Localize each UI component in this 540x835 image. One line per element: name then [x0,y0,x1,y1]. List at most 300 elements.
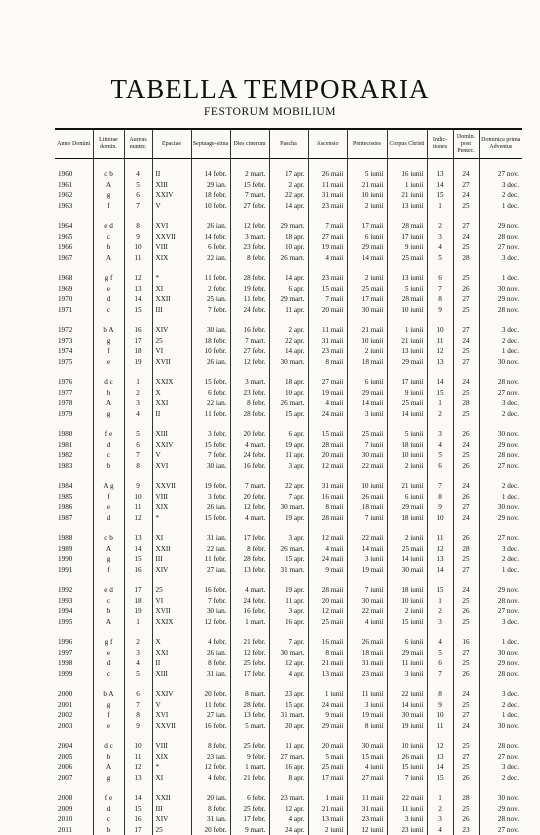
cell-easter: 22 apr. [269,190,308,201]
cell-ascension: 1 maii [308,783,347,804]
cell-easter: 26 mart. [269,253,308,264]
cell-first-advent: 2 dec. [479,471,522,492]
cell-pentecost: 18 maii [347,648,387,659]
col-header-anno: Anno Domini [55,129,93,159]
cell-year: 1983 [55,461,93,472]
cell-corpus-christi: 25 maii [387,544,427,555]
cell-epact: XI [152,773,191,784]
table-row [55,658,522,669]
cell-ash-wednesday: 2 mart. [230,159,269,180]
cell-first-advent: 28 nov. [479,669,522,680]
cell-dominical-letter: g [93,554,124,565]
cell-first-advent: 29 nov. [479,575,522,596]
cell-dominical-letter: d [93,294,124,305]
cell-pentecost: 25 maii [347,419,387,440]
cell-septuagesima: 22 ian. [191,253,230,264]
cell-golden-number: 4 [124,658,152,669]
cell-dominical-letter: A [93,544,124,555]
cell-pentecost: 11 iunii [347,679,387,700]
cell-golden-number: 4 [124,409,152,420]
table-row [55,752,522,763]
cell-pentecost: 25 maii [347,284,387,295]
cell-dominical-letter: d c [93,367,124,388]
cell-epact: XIV [152,814,191,825]
cell-indiction: 11 [427,523,453,544]
cell-pentecost: 19 maii [347,565,387,576]
cell-golden-number: 16 [124,814,152,825]
cell-pentecost: 26 maii [347,627,387,648]
cell-golden-number: 5 [124,180,152,191]
table-row [55,710,522,721]
cell-golden-number: 8 [124,461,152,472]
table-row [55,201,522,212]
cell-corpus-christi: 1 iunii [387,315,427,336]
cell-year: 1985 [55,492,93,503]
cell-corpus-christi: 10 iunii [387,731,427,752]
cell-pentecost: 14 maii [347,253,387,264]
cell-epact: II [152,159,191,180]
table-row [55,388,522,399]
table-row [55,253,522,264]
cell-year: 1981 [55,440,93,451]
cell-corpus-christi: 3 iunii [387,814,427,825]
cell-corpus-christi: 1 iunii [387,180,427,191]
table-row [55,554,522,565]
cell-dominical-letter: e [93,502,124,513]
cell-dominical-letter: g [93,190,124,201]
cell-sundays-after-pentecost: 25 [453,450,479,461]
cell-ascension: 7 maii [308,294,347,305]
cell-sundays-after-pentecost: 24 [453,471,479,492]
cell-first-advent: 2 dec. [479,190,522,201]
table-row [55,679,522,700]
cell-epact: * [152,263,191,284]
cell-septuagesima: 15 febr. [191,367,230,388]
cell-ash-wednesday: 16 febr. [230,315,269,336]
cell-indiction: 12 [427,346,453,357]
cell-epact: XXIV [152,440,191,451]
cell-ash-wednesday: 1 mart. [230,762,269,773]
cell-golden-number: 17 [124,825,152,835]
cell-golden-number: 6 [124,440,152,451]
cell-year: 2004 [55,731,93,752]
cell-corpus-christi: 14 iunii [387,700,427,711]
col-header-dominicae: Domin. post Pentec. [453,129,479,159]
table-row [55,471,522,492]
table-row [55,461,522,472]
cell-ash-wednesday: 23 febr. [230,242,269,253]
cell-ash-wednesday: 25 febr. [230,804,269,815]
cell-first-advent: 27 nov. [479,388,522,399]
cell-ascension: 8 maii [308,502,347,513]
cell-indiction: 13 [427,752,453,763]
cell-corpus-christi: 25 maii [387,253,427,264]
cell-year: 1988 [55,523,93,544]
cell-dominical-letter: A [93,617,124,628]
cell-year: 1979 [55,409,93,420]
cell-golden-number: 6 [124,190,152,201]
cell-septuagesima: 16 febr. [191,721,230,732]
cell-golden-number: 11 [124,752,152,763]
cell-sundays-after-pentecost: 24 [453,232,479,243]
cell-indiction: 12 [427,544,453,555]
cell-first-advent: 30 nov. [479,721,522,732]
cell-pentecost: 4 iunii [347,762,387,773]
cell-pentecost: 26 maii [347,492,387,503]
cell-ascension: 15 maii [308,419,347,440]
cell-first-advent: 3 dec. [479,679,522,700]
cell-dominical-letter: f [93,565,124,576]
cell-year: 1984 [55,471,93,492]
cell-easter: 15 apr. [269,700,308,711]
cell-pentecost: 31 maii [347,658,387,669]
cell-ascension: 21 maii [308,658,347,669]
cell-pentecost: 30 maii [347,731,387,752]
cell-dominical-letter: d [93,658,124,669]
cell-ash-wednesday: 20 febr. [230,492,269,503]
cell-epact: V [152,450,191,461]
page-title: TABELLA TEMPORARIA [0,74,540,105]
table-row [55,731,522,752]
cell-easter: 22 apr. [269,336,308,347]
cell-first-advent: 27 nov. [479,159,522,180]
cell-first-advent: 3 dec. [479,180,522,191]
cell-first-advent: 1 dec. [479,710,522,721]
cell-epact: V [152,700,191,711]
cell-corpus-christi: 28 maii [387,211,427,232]
cell-ash-wednesday: 21 febr. [230,773,269,784]
cell-ash-wednesday: 17 febr. [230,814,269,825]
cell-pentecost: 30 maii [347,305,387,316]
cell-septuagesima: 7 febr. [191,596,230,607]
cell-indiction: 14 [427,565,453,576]
table-row [55,721,522,732]
cell-corpus-christi: 7 iunii [387,773,427,784]
cell-golden-number: 7 [124,700,152,711]
cell-easter: 6 apr. [269,284,308,295]
cell-corpus-christi: 18 iunii [387,513,427,524]
cell-sundays-after-pentecost: 26 [453,461,479,472]
cell-golden-number: 11 [124,502,152,513]
cell-sundays-after-pentecost: 26 [453,523,479,544]
cell-ascension: 13 maii [308,814,347,825]
cell-ascension: 9 maii [308,565,347,576]
cell-septuagesima: 6 febr. [191,242,230,253]
cell-epact: XXII [152,783,191,804]
cell-septuagesima: 12 febr. [191,617,230,628]
cell-easter: 16 apr. [269,617,308,628]
cell-year: 1965 [55,232,93,243]
cell-septuagesima: 29 ian. [191,180,230,191]
cell-corpus-christi: 17 iunii [387,367,427,388]
cell-year: 1969 [55,284,93,295]
cell-corpus-christi: 2 iunii [387,606,427,617]
cell-dominical-letter: d c [93,731,124,752]
cell-ash-wednesday: 3 mart. [230,367,269,388]
cell-easter: 4 apr. [269,814,308,825]
cell-indiction: 11 [427,721,453,732]
cell-indiction: 4 [427,627,453,648]
cell-ascension: 9 maii [308,710,347,721]
cell-epact: XXIV [152,679,191,700]
cell-first-advent: 3 dec. [479,398,522,409]
cell-easter: 26 mart. [269,398,308,409]
cell-dominical-letter: e [93,284,124,295]
cell-septuagesima: 11 febr. [191,263,230,284]
cell-first-advent: 3 dec. [479,544,522,555]
cell-first-advent: 1 dec. [479,263,522,284]
cell-first-advent: 2 dec. [479,700,522,711]
cell-indiction: 4 [427,440,453,451]
cell-first-advent: 27 nov. [479,606,522,617]
cell-easter: 14 apr. [269,201,308,212]
cell-first-advent: 2 dec. [479,409,522,420]
table-row [55,367,522,388]
cell-ash-wednesday: 5 mart. [230,721,269,732]
cell-pentecost: 23 maii [347,814,387,825]
cell-epact: XIII [152,419,191,440]
cell-pentecost: 3 iunii [347,554,387,565]
cell-sundays-after-pentecost: 24 [453,575,479,596]
cell-epact: XI [152,284,191,295]
cell-first-advent: 28 nov. [479,305,522,316]
cell-dominical-letter: f e [93,419,124,440]
cell-pentecost: 10 iunii [347,336,387,347]
cell-easter: 3 apr. [269,461,308,472]
cell-first-advent: 1 dec. [479,627,522,648]
cell-pentecost: 2 iunii [347,263,387,284]
cell-year: 1996 [55,627,93,648]
page-subtitle: FESTORUM MOBILIUM [0,106,540,118]
cell-corpus-christi: 10 iunii [387,450,427,461]
cell-sundays-after-pentecost: 25 [453,409,479,420]
cell-corpus-christi: 22 maii [387,783,427,804]
cell-year: 2001 [55,700,93,711]
cell-indiction: 7 [427,284,453,295]
cell-golden-number: 3 [124,398,152,409]
table-row [55,211,522,232]
cell-golden-number: 14 [124,294,152,305]
cell-indiction: 9 [427,502,453,513]
cell-epact: 25 [152,825,191,835]
cell-sundays-after-pentecost: 26 [453,419,479,440]
cell-pentecost: 17 maii [347,211,387,232]
cell-dominical-letter: g f [93,263,124,284]
cell-sundays-after-pentecost: 24 [453,679,479,700]
cell-ash-wednesday: 25 febr. [230,731,269,752]
cell-pentecost: 11 maii [347,783,387,804]
cell-indiction: 12 [427,731,453,752]
cell-epact: XXI [152,648,191,659]
table-row [55,294,522,305]
cell-easter: 20 apr. [269,721,308,732]
table-row [55,357,522,368]
cell-dominical-letter: d [93,513,124,524]
cell-ash-wednesday: 4 mart. [230,440,269,451]
cell-ascension: 27 maii [308,232,347,243]
cell-indiction: 5 [427,648,453,659]
cell-ash-wednesday: 19 febr. [230,284,269,295]
cell-ascension: 28 maii [308,575,347,596]
cell-corpus-christi: 30 maii [387,565,427,576]
cell-year: 2009 [55,804,93,815]
cell-ascension: 24 maii [308,409,347,420]
cell-sundays-after-pentecost: 25 [453,388,479,399]
cell-epact: VIII [152,242,191,253]
cell-golden-number: 16 [124,315,152,336]
cell-golden-number: 8 [124,710,152,721]
cell-golden-number: 7 [124,201,152,212]
cell-epact: III [152,554,191,565]
cell-ascension: 8 maii [308,648,347,659]
cell-sundays-after-pentecost: 25 [453,658,479,669]
cell-septuagesima: 20 ian. [191,783,230,804]
cell-indiction: 2 [427,409,453,420]
cell-sundays-after-pentecost: 27 [453,565,479,576]
cell-ascension: 4 maii [308,544,347,555]
cell-indiction: 14 [427,180,453,191]
cell-dominical-letter: f [93,492,124,503]
cell-epact: VI [152,596,191,607]
cell-easter: 15 apr. [269,554,308,565]
cell-corpus-christi: 13 iunii [387,201,427,212]
cell-corpus-christi: 23 iunii [387,825,427,835]
cell-easter: 16 apr. [269,762,308,773]
cell-corpus-christi: 15 iunii [387,762,427,773]
cell-year: 2011 [55,825,93,835]
cell-epact: II [152,409,191,420]
cell-sundays-after-pentecost: 24 [453,190,479,201]
cell-year: 1982 [55,450,93,461]
cell-corpus-christi: 17 iunii [387,232,427,243]
cell-golden-number: 15 [124,804,152,815]
cell-dominical-letter: b A [93,679,124,700]
cell-indiction: 14 [427,762,453,773]
cell-corpus-christi: 6 iunii [387,627,427,648]
cell-pentecost: 8 iunii [347,721,387,732]
cell-first-advent: 29 nov. [479,658,522,669]
table-row [55,669,522,680]
cell-septuagesima: 6 febr. [191,388,230,399]
cell-ash-wednesday: 7 mart. [230,471,269,492]
table-row [55,242,522,253]
cell-pentecost: 10 iunii [347,471,387,492]
cell-easter: 23 mart. [269,783,308,804]
cell-golden-number: 19 [124,606,152,617]
table-body [55,159,522,835]
cell-epact: III [152,305,191,316]
cell-septuagesima: 25 ian. [191,294,230,305]
cell-ash-wednesday: 13 febr. [230,565,269,576]
cell-sundays-after-pentecost: 27 [453,648,479,659]
cell-first-advent: 30 nov. [479,783,522,804]
cell-pentecost: 14 maii [347,398,387,409]
cell-epact: XXII [152,294,191,305]
cell-indiction: 5 [427,450,453,461]
cell-year: 1970 [55,294,93,305]
cell-septuagesima: 10 febr. [191,346,230,357]
cell-sundays-after-pentecost: 25 [453,554,479,565]
cell-septuagesima: 18 febr. [191,190,230,201]
cell-ascension: 2 iunii [308,825,347,835]
cell-indiction: 15 [427,190,453,201]
cell-corpus-christi: 13 iunii [387,346,427,357]
cell-easter: 27 mart. [269,752,308,763]
cell-septuagesima: 26 ian. [191,211,230,232]
cell-indiction: 10 [427,710,453,721]
table-row [55,284,522,295]
cell-golden-number: 3 [124,648,152,659]
table-row [55,502,522,513]
cell-golden-number: 13 [124,284,152,295]
cell-ash-wednesday: 8 mart. [230,679,269,700]
cell-year: 1971 [55,305,93,316]
cell-pentecost: 29 maii [347,388,387,399]
cell-septuagesima: 27 ian. [191,710,230,721]
cell-indiction: 2 [427,804,453,815]
cell-easter: 26 mart. [269,544,308,555]
col-header-pentecostes: Pentecostes [347,129,387,159]
cell-indiction: 10 [427,315,453,336]
cell-year: 1961 [55,180,93,191]
cell-dominical-letter: f [93,201,124,212]
cell-year: 1995 [55,617,93,628]
cell-septuagesima: 8 febr. [191,804,230,815]
cell-pentecost: 22 maii [347,461,387,472]
cell-year: 1987 [55,513,93,524]
cell-first-advent: 30 nov. [479,284,522,295]
table-row [55,773,522,784]
cell-sundays-after-pentecost: 28 [453,544,479,555]
cell-year: 1962 [55,190,93,201]
cell-first-advent: 27 nov. [479,523,522,544]
cell-golden-number: 15 [124,305,152,316]
cell-dominical-letter: e [93,721,124,732]
table-row [55,232,522,243]
cell-corpus-christi: 14 iunii [387,554,427,565]
cell-pentecost: 15 maii [347,752,387,763]
cell-pentecost: 27 maii [347,773,387,784]
cell-ash-wednesday: 8 febr. [230,253,269,264]
cell-septuagesima: 4 febr. [191,773,230,784]
table-row [55,596,522,607]
cell-golden-number: 1 [124,367,152,388]
cell-ascension: 19 maii [308,242,347,253]
cell-easter: 18 apr. [269,232,308,243]
cell-year: 1980 [55,419,93,440]
table-row [55,814,522,825]
cell-ash-wednesday: 17 febr. [230,523,269,544]
cell-corpus-christi: 11 iunii [387,804,427,815]
cell-first-advent: 3 dec. [479,315,522,336]
cell-year: 2002 [55,710,93,721]
cell-indiction: 8 [427,294,453,305]
cell-ash-wednesday: 12 febr. [230,357,269,368]
table-row [55,783,522,804]
table-row [55,346,522,357]
cell-sundays-after-pentecost: 23 [453,825,479,835]
cell-golden-number: 5 [124,419,152,440]
cell-septuagesima: 4 febr. [191,627,230,648]
cell-first-advent: 3 dec. [479,253,522,264]
cell-easter: 29 mart. [269,294,308,305]
cell-sundays-after-pentecost: 27 [453,357,479,368]
cell-septuagesima: 31 ian. [191,523,230,544]
cell-epact: XI [152,523,191,544]
cell-golden-number: 18 [124,346,152,357]
cell-sundays-after-pentecost: 24 [453,721,479,732]
cell-first-advent: 1 dec. [479,201,522,212]
